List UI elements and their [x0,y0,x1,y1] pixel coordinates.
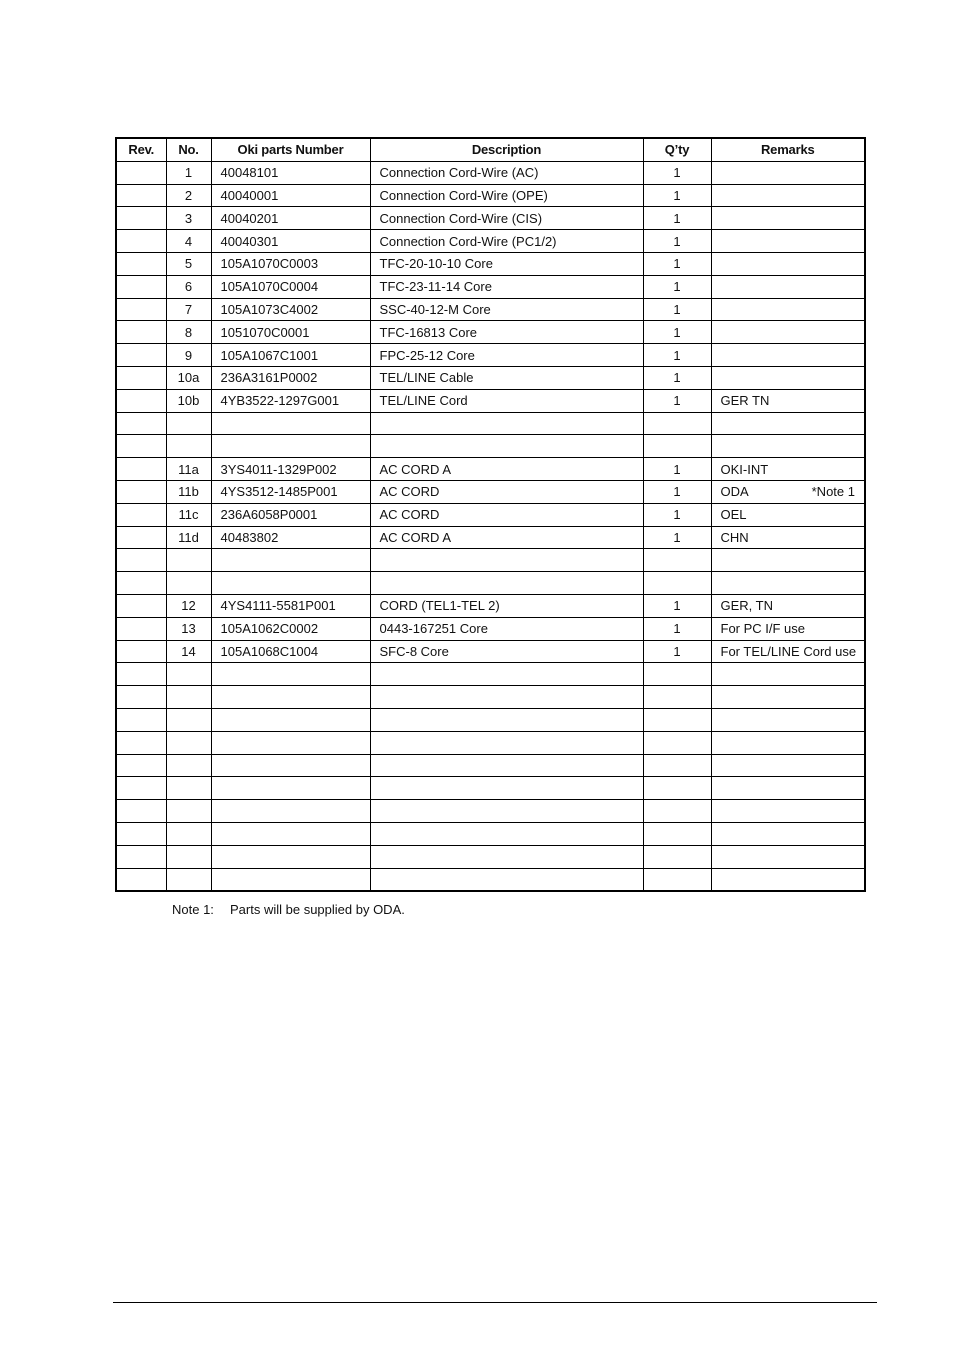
cell-remarks [711,617,865,640]
cell-no: 11c [166,503,211,526]
table-row [116,321,865,344]
footnote [172,902,405,917]
cell-no: 11d [166,526,211,549]
cell-no [166,822,211,845]
cell-description: Connection Cord-Wire (CIS) [370,207,643,230]
cell-quantity: 1 [643,526,711,549]
cell-remarks [711,275,865,298]
remarks-text: OEL [720,507,747,523]
cell-remarks [711,161,865,184]
cell-description: Connection Cord-Wire (PC1/2) [370,230,643,253]
cell-quantity: 1 [643,389,711,412]
cell-rev [116,161,166,184]
cell-remarks [711,594,865,617]
cell-part-number: 4YB3522-1297G001 [211,389,370,412]
header-remarks: Remarks [711,138,865,161]
cell-description: FPC-25-12 Core [370,344,643,367]
cell-no: 11a [166,458,211,481]
footnote-text: Parts will be supplied by ODA. [230,902,405,917]
cell-part-number: 1051070C0001 [211,321,370,344]
cell-no: 10b [166,389,211,412]
cell-remarks [711,207,865,230]
cell-rev [116,275,166,298]
cell-description: AC CORD A [370,458,643,481]
cell-description: CORD (TEL1-TEL 2) [370,594,643,617]
cell-description: TFC-23-11-14 Core [370,275,643,298]
table-row [116,480,865,503]
cell-rev [116,868,166,891]
cell-quantity: 1 [643,640,711,663]
cell-quantity [643,754,711,777]
cell-part-number: 40048101 [211,161,370,184]
cell-description: TFC-20-10-10 Core [370,252,643,275]
cell-remarks [711,503,865,526]
table-row [116,754,865,777]
table-row [116,207,865,230]
cell-description [370,754,643,777]
cell-description [370,800,643,823]
table-row [116,822,865,845]
table-row [116,412,865,435]
cell-remarks [711,754,865,777]
table-row [116,435,865,458]
table-row [116,549,865,572]
cell-quantity [643,549,711,572]
cell-rev [116,572,166,595]
cell-part-number: 4YS3512-1485P001 [211,480,370,503]
cell-remarks [711,822,865,845]
cell-remarks [711,184,865,207]
remarks-text: For PC I/F use [720,621,806,637]
cell-rev [116,252,166,275]
cell-quantity [643,708,711,731]
cell-description: 0443-167251 Core [370,617,643,640]
table-row [116,275,865,298]
footer-rule [113,1302,877,1303]
cell-no [166,663,211,686]
cell-description [370,435,643,458]
cell-remarks [711,868,865,891]
cell-part-number [211,686,370,709]
cell-remarks [711,731,865,754]
cell-no: 7 [166,298,211,321]
table-row [116,686,865,709]
cell-description: AC CORD [370,480,643,503]
cell-description: SFC-8 Core [370,640,643,663]
cell-quantity [643,800,711,823]
cell-no: 13 [166,617,211,640]
cell-remarks [711,458,865,481]
cell-no: 14 [166,640,211,663]
table-row [116,640,865,663]
cell-no: 3 [166,207,211,230]
cell-remarks [711,777,865,800]
cell-rev [116,708,166,731]
cell-rev [116,640,166,663]
cell-part-number: 105A1062C0002 [211,617,370,640]
remarks-content [721,463,865,476]
remarks-content [721,508,865,521]
cell-rev [116,412,166,435]
table-row [116,617,865,640]
cell-description [370,686,643,709]
cell-part-number: 236A3161P0002 [211,366,370,389]
remarks-content [721,599,865,612]
table-row [116,663,865,686]
cell-part-number: 40040301 [211,230,370,253]
cell-no [166,435,211,458]
cell-description: TEL/LINE Cord [370,389,643,412]
cell-quantity [643,822,711,845]
header-rev: Rev. [116,138,166,161]
cell-description [370,549,643,572]
cell-description: TEL/LINE Cable [370,366,643,389]
cell-remarks [711,663,865,686]
cell-quantity [643,777,711,800]
cell-remarks [711,640,865,663]
cell-quantity [643,845,711,868]
cell-remarks [711,686,865,709]
cell-no: 5 [166,252,211,275]
cell-part-number [211,822,370,845]
table-row [116,298,865,321]
cell-rev [116,480,166,503]
header-no: No. [166,138,211,161]
remarks-text: GER, TN [720,598,773,614]
cell-no [166,754,211,777]
cell-remarks [711,572,865,595]
cell-part-number: 40040201 [211,207,370,230]
cell-remarks [711,252,865,275]
header-part-number: Oki parts Number [211,138,370,161]
cell-remarks [711,321,865,344]
cell-quantity: 1 [643,594,711,617]
cell-remarks [711,389,865,412]
cell-part-number [211,549,370,572]
cell-no [166,731,211,754]
cell-quantity: 1 [643,298,711,321]
cell-part-number [211,845,370,868]
cell-no: 6 [166,275,211,298]
cell-no [166,708,211,731]
cell-quantity [643,572,711,595]
cell-remarks [711,480,865,503]
cell-remarks [711,708,865,731]
parts-table [115,137,866,892]
cell-quantity: 1 [643,366,711,389]
table-body [116,161,865,891]
cell-no: 12 [166,594,211,617]
table-row [116,389,865,412]
cell-rev [116,777,166,800]
cell-no: 8 [166,321,211,344]
cell-rev [116,617,166,640]
remarks-text: GER TN [720,393,770,409]
table-row [116,845,865,868]
cell-quantity [643,412,711,435]
cell-rev [116,526,166,549]
cell-rev [116,435,166,458]
table-row [116,800,865,823]
cell-remarks [711,230,865,253]
cell-rev [116,754,166,777]
cell-part-number: 105A1070C0003 [211,252,370,275]
cell-rev [116,594,166,617]
table-row [116,230,865,253]
cell-description [370,731,643,754]
cell-remarks [711,366,865,389]
header-quantity: Q’ty [643,138,711,161]
cell-description: Connection Cord-Wire (AC) [370,161,643,184]
cell-part-number: 105A1073C4002 [211,298,370,321]
cell-no: 9 [166,344,211,367]
cell-rev [116,230,166,253]
remarks-content [721,485,865,498]
cell-part-number [211,868,370,891]
cell-rev [116,321,166,344]
cell-part-number: 40040001 [211,184,370,207]
cell-quantity: 1 [643,161,711,184]
cell-part-number: 40483802 [211,526,370,549]
cell-quantity: 1 [643,230,711,253]
cell-description [370,572,643,595]
cell-part-number: 105A1070C0004 [211,275,370,298]
cell-no [166,845,211,868]
cell-rev [116,800,166,823]
cell-remarks [711,549,865,572]
remarks-note-ref: *Note 1 [811,484,855,500]
cell-part-number [211,708,370,731]
table-row [116,458,865,481]
cell-quantity: 1 [643,207,711,230]
remarks-content [721,531,865,544]
remarks-text: OKI-INT [720,461,769,477]
cell-no [166,412,211,435]
cell-description [370,822,643,845]
cell-no: 10a [166,366,211,389]
cell-quantity: 1 [643,458,711,481]
cell-part-number [211,731,370,754]
cell-no [166,572,211,595]
table-row [116,526,865,549]
cell-description [370,868,643,891]
cell-no: 2 [166,184,211,207]
cell-quantity: 1 [643,503,711,526]
cell-no [166,868,211,891]
table-row [116,184,865,207]
cell-no: 4 [166,230,211,253]
table-row [116,868,865,891]
cell-part-number [211,800,370,823]
table-row [116,366,865,389]
cell-quantity [643,731,711,754]
table-row [116,708,865,731]
cell-no [166,686,211,709]
cell-description: Connection Cord-Wire (OPE) [370,184,643,207]
cell-rev [116,731,166,754]
cell-quantity [643,435,711,458]
cell-remarks [711,298,865,321]
cell-no [166,777,211,800]
header-description: Description [370,138,643,161]
cell-rev [116,184,166,207]
cell-description [370,708,643,731]
table-header-row [116,138,865,161]
remarks-content [721,394,865,407]
cell-quantity: 1 [643,321,711,344]
cell-quantity [643,663,711,686]
cell-part-number: 236A6058P0001 [211,503,370,526]
cell-quantity [643,686,711,709]
cell-quantity: 1 [643,480,711,503]
cell-rev [116,207,166,230]
remarks-content [721,622,865,635]
cell-no [166,549,211,572]
cell-part-number [211,777,370,800]
cell-rev [116,458,166,481]
cell-rev [116,549,166,572]
cell-quantity [643,868,711,891]
cell-part-number: 105A1067C1001 [211,344,370,367]
table-row [116,161,865,184]
cell-no: 1 [166,161,211,184]
cell-quantity: 1 [643,252,711,275]
table-row [116,731,865,754]
cell-quantity: 1 [643,617,711,640]
remarks-content [721,645,865,658]
table-row [116,503,865,526]
cell-description: AC CORD [370,503,643,526]
cell-quantity: 1 [643,344,711,367]
cell-description: TFC-16813 Core [370,321,643,344]
cell-description: AC CORD A [370,526,643,549]
table-row [116,252,865,275]
table-row [116,777,865,800]
table-row [116,594,865,617]
cell-rev [116,389,166,412]
cell-part-number: 3YS4011-1329P002 [211,458,370,481]
cell-remarks [711,344,865,367]
cell-rev [116,686,166,709]
cell-rev [116,845,166,868]
remarks-text: CHN [720,529,749,545]
remarks-text: ODA [720,484,749,500]
cell-description: SSC-40-12-M Core [370,298,643,321]
remarks-text: For TEL/LINE Cord use [720,643,857,659]
cell-no: 11b [166,480,211,503]
cell-part-number [211,435,370,458]
table-row [116,572,865,595]
cell-remarks [711,800,865,823]
cell-part-number [211,754,370,777]
cell-rev [116,344,166,367]
cell-quantity: 1 [643,184,711,207]
cell-rev [116,503,166,526]
cell-part-number [211,412,370,435]
cell-part-number: 105A1068C1004 [211,640,370,663]
table-row [116,344,865,367]
cell-rev [116,366,166,389]
cell-part-number: 4YS4111-5581P001 [211,594,370,617]
cell-description [370,663,643,686]
cell-rev [116,298,166,321]
cell-no [166,800,211,823]
footnote-label: Note 1: [172,902,214,917]
cell-part-number [211,663,370,686]
cell-remarks [711,412,865,435]
cell-description [370,412,643,435]
cell-remarks [711,435,865,458]
cell-description [370,845,643,868]
cell-remarks [711,845,865,868]
cell-description [370,777,643,800]
cell-rev [116,822,166,845]
cell-part-number [211,572,370,595]
cell-quantity: 1 [643,275,711,298]
cell-remarks [711,526,865,549]
cell-rev [116,663,166,686]
